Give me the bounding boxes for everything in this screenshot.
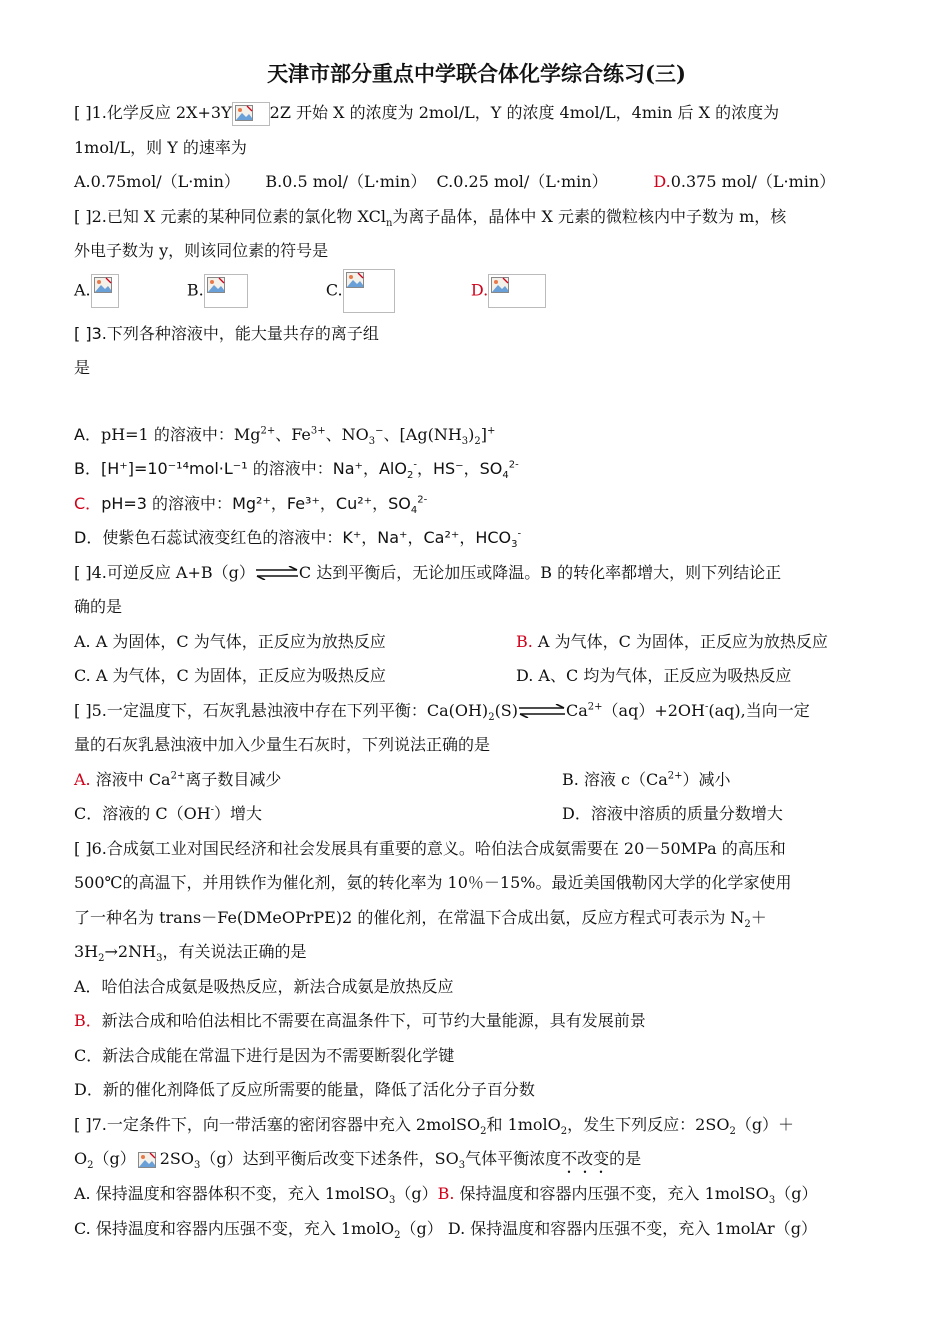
q7-l2-t2: （g） xyxy=(93,1149,136,1168)
q6-l4-sub: 2 xyxy=(98,953,105,965)
q2-sub: n xyxy=(385,217,393,229)
q2-option-c: C. xyxy=(325,280,343,299)
q6-option-a: A．哈伯法合成氨是吸热反应，新法合成氨是放热反应 xyxy=(74,976,454,996)
q3-c-label: C． xyxy=(74,493,102,513)
q5-options-row1 xyxy=(74,763,879,798)
q5-a-t2: 离子数目减少 xyxy=(185,769,282,789)
q3-c-t2: 的溶液中： xyxy=(146,493,233,513)
q5-b-sup: 2+ xyxy=(667,770,683,782)
q1-text-b: 2Z 开始 X 的浓度为 2mol/L，Y 的浓度 4mol/L，4min 后 X 的浓度为 xyxy=(269,103,780,122)
q5-text-b: (S) xyxy=(494,700,519,720)
arrow-image-icon xyxy=(232,102,270,126)
q4-option-b-text: A 为气体，C 为固体，正反应为放热反应 xyxy=(532,631,828,651)
q3-a-t4: 、[Ag(NH xyxy=(383,424,462,444)
q3-a-t1: pH=1 的溶液中：Mg xyxy=(100,424,261,444)
q3-a-s4: − xyxy=(375,425,384,437)
q3-a-s1: 2+ xyxy=(260,425,276,437)
q6-option-d: D．新的催化剂降低了反应所需要的能量，降低了活化分子百分数 xyxy=(74,1080,535,1099)
q3-d-t1: 使紫色石蕊试液变红色的溶液中： xyxy=(102,528,343,547)
q3-b-s4: 2- xyxy=(508,459,519,471)
q7-a-t1: A. 保持温度和容器体积不变，充入 1molSO xyxy=(74,1184,389,1203)
q3-a-t3: 、NO xyxy=(325,424,369,444)
q7-l2-s3: 3 xyxy=(458,1160,466,1172)
q5-a-t1: 溶液中 Ca xyxy=(90,769,171,789)
q4-option-c: C. A 为气体，C 为固体，正反应为吸热反应 xyxy=(74,666,386,685)
isotope-image-b-icon xyxy=(204,274,248,308)
q3-a-s5: 3 xyxy=(461,435,469,447)
q5-option-b xyxy=(562,763,731,798)
q7-l2-t1: O xyxy=(74,1149,88,1168)
q1-line1 xyxy=(74,96,879,131)
q5-sup2: - xyxy=(705,701,709,713)
q6-l4-t3: ，有关说法正确的是 xyxy=(162,942,307,961)
q7-a-sub: 3 xyxy=(389,1195,396,1207)
q7-l1-t1: [ ]7.一定条件下，向一带活塞的密闭容器中充入 2molSO xyxy=(74,1114,481,1134)
q7-line1 xyxy=(74,1108,879,1143)
q5-answer-marker: A. xyxy=(74,769,91,789)
q6-l4-t1: 3H xyxy=(74,942,99,961)
q7-l1-s3: 2 xyxy=(729,1125,736,1137)
q7-options-row2 xyxy=(74,1212,879,1247)
q7-l1-t2: 和 1molO xyxy=(486,1114,561,1134)
q4-option-d: D. A、C 均为气体，正反应为吸热反应 xyxy=(516,666,792,685)
q5-c-t2: ）增大 xyxy=(214,804,263,823)
q3-option-b xyxy=(74,452,879,487)
q5-option-d: D．溶液中溶质的质量分数增大 xyxy=(562,804,783,823)
q5-text-a: [ ]5.一定温度下，石灰乳悬浊液中存在下列平衡：Ca(OH) xyxy=(74,700,489,720)
q3-a-s6: 2 xyxy=(474,435,481,447)
q1-line2: 1mol/L，则 Y 的速率为 xyxy=(74,137,247,157)
q3-d-t2: K⁺，Na⁺，Ca²⁺，HCO xyxy=(342,528,512,547)
q7-l2-s2: 3 xyxy=(194,1160,201,1172)
q6-line3 xyxy=(74,901,879,936)
q3-c-t1: pH=3 xyxy=(101,493,147,513)
q6-option-b xyxy=(74,1004,879,1039)
q7-c-sub: 2 xyxy=(394,1229,401,1241)
q5-option-c xyxy=(74,797,562,832)
q7-options-row1 xyxy=(74,1177,879,1212)
q3-d-s2: - xyxy=(517,528,522,540)
equilibrium-arrow-icon xyxy=(518,704,566,718)
q7-l2-t5: 气体平衡浓度 xyxy=(465,1149,562,1168)
q3-d-label: D． xyxy=(74,528,103,547)
q1-options xyxy=(74,165,879,200)
q3-b-t4: ，HS⁻，SO xyxy=(416,459,503,478)
q5-line2: 量的石灰乳悬浊液中加入少量生石灰时，下列说法正确的是 xyxy=(74,735,491,754)
q3-a-t5: ) xyxy=(468,424,475,444)
q7-l2-t3: 2SO xyxy=(159,1149,195,1168)
q2-option-d: D. xyxy=(470,280,489,299)
q4-text-b: C 达到平衡后，无论加压或降温。B 的转化率都增大，则下列结论正 xyxy=(298,562,782,582)
q3-a-s7: + xyxy=(487,425,496,437)
page-title: 天津市部分重点中学联合体化学综合练习(三) xyxy=(267,61,686,86)
exam-page xyxy=(74,58,879,1246)
isotope-image-c-icon xyxy=(343,269,395,313)
q7-l1-s1: 2 xyxy=(480,1125,487,1137)
q6-answer-marker: B． xyxy=(74,1011,102,1030)
q4-text-a: [ ]4.可逆反应 A+B（g） xyxy=(74,562,255,582)
q6-l3-t1: 了一种名为 trans－Fe(DMeOPrPE)2 的催化剂，在常温下合成出氨，反应方程式可表示为 N xyxy=(74,907,745,927)
q1-option-a: A.0.75mol/（L·min） xyxy=(74,172,240,191)
q1-answer-marker: D. xyxy=(653,172,671,191)
q5-sup: 2+ xyxy=(587,701,603,713)
q4-options-row1 xyxy=(74,625,879,660)
q7-c-t2: （g） xyxy=(400,1218,443,1238)
q6-l4-t2: →2NH xyxy=(104,942,157,961)
q2-option-a: A. xyxy=(74,280,91,299)
q5-b-t1: B. 溶液 c（Ca xyxy=(562,769,668,789)
q3-b-t3: Na⁺，AlO xyxy=(332,459,407,478)
q3-a-s3: 3 xyxy=(368,435,376,447)
q6-line1: [ ]6.合成氨工业对国民经济和社会发展具有重要的意义。哈伯法合成氨需要在 20－50MPa 的高压和 xyxy=(74,838,786,858)
q3-c-s1: 4 xyxy=(410,504,418,516)
q2-line2: 外电子数为 y，则该同位素的符号是 xyxy=(74,241,329,260)
q3-a-t6: ] xyxy=(480,424,488,444)
q7-b-t2: （g） xyxy=(775,1184,818,1203)
q3-c-s2: 2- xyxy=(417,494,428,506)
q6-l4-sub2: 3 xyxy=(156,953,163,965)
q4-option-a: A. A 为固体，C 为气体，正反应为放热反应 xyxy=(74,631,386,651)
q2-options xyxy=(74,269,879,313)
q3-option-a xyxy=(74,418,879,453)
q4-line1 xyxy=(74,556,879,591)
isotope-image-d-icon xyxy=(488,274,546,308)
isotope-image-a-icon xyxy=(91,274,119,308)
q7-l2-s1: 2 xyxy=(87,1160,94,1172)
q2-line1 xyxy=(74,200,879,235)
q4-options-row2 xyxy=(74,659,879,694)
q7-line2 xyxy=(74,1142,879,1177)
q7-option-d: D. 保持温度和容器内压强不变，充入 1molAr（g） xyxy=(447,1218,817,1238)
q5-c-t1: C．溶液的 C（OH xyxy=(74,804,211,823)
q3-line1: [ ]3.下列各种溶液中，能大量共存的离子组 xyxy=(74,323,379,343)
q3-b-label: B． xyxy=(74,459,101,478)
q3-a-t2: 、Fe xyxy=(275,424,311,444)
q2-option-b: B. xyxy=(186,280,204,299)
q6-line2: 500℃的高温下，并用铁作为催化剂，氨的转化率为 10％－15%。最近美国俄勒冈大学的化学家使用 xyxy=(74,873,792,892)
q6-option-b-text: 新法合成和哈伯法相比不需要在高温条件下，可节约大量能源，具有发展前景 xyxy=(101,1011,646,1030)
q7-b-sub: 3 xyxy=(768,1195,776,1207)
q3-option-d xyxy=(74,521,879,556)
q1-option-d: 0.375 mol/（L·min） xyxy=(670,172,836,191)
q3-b-t1: [H⁺]=10⁻¹⁴mol·L⁻¹ xyxy=(100,459,248,478)
equilibrium-arrow-icon xyxy=(255,566,299,580)
q3-line2: 是 xyxy=(74,358,91,377)
q1-option-c: C.0.25 mol/（L·min） xyxy=(436,172,608,191)
q3-option-c xyxy=(74,487,879,522)
q5-text-c: Ca xyxy=(566,700,588,720)
q4-option-b xyxy=(516,625,828,660)
q4-answer-marker: B. xyxy=(516,631,533,651)
q2-text-b: 为离子晶体，晶体中 X 元素的微粒核内中子数为 m，核 xyxy=(392,206,787,226)
arrow-image-icon xyxy=(136,1150,160,1170)
q3-b-s3: 4 xyxy=(502,470,509,482)
q6-line4 xyxy=(74,935,879,970)
q3-b-t2: 的溶液中： xyxy=(247,459,333,478)
q7-answer-marker: B. xyxy=(437,1184,455,1203)
q5-b-t2: ）减小 xyxy=(682,769,731,789)
q5-option-a xyxy=(74,763,562,798)
q2-text-a: [ ]2.已知 X 元素的某种同位素的氯化物 XCl xyxy=(74,206,386,226)
q5-c-sup: - xyxy=(210,804,215,816)
q3-b-s2: - xyxy=(413,459,417,471)
q3-a-label: A． xyxy=(74,424,101,444)
q7-l1-t4: （g）＋ xyxy=(735,1114,795,1134)
q4-line2: 确的是 xyxy=(74,597,123,616)
q1-option-b: B.0.5 mol/（L·min） xyxy=(265,172,427,191)
q7-l1-t3: ，发生下列反应：2SO xyxy=(567,1114,730,1134)
q6-l3-sub: 2 xyxy=(744,918,751,930)
q3-d-s1: 3 xyxy=(511,539,518,551)
q7-c-t1: C. 保持温度和容器内压强不变，充入 1molO xyxy=(74,1218,395,1238)
q5-text-e: (aq),当向一定 xyxy=(708,700,810,720)
q5-options-row2 xyxy=(74,797,879,832)
q3-b-s1: 2 xyxy=(406,470,414,482)
q7-l2-t4: （g）达到平衡后改变下述条件，SO xyxy=(200,1149,459,1168)
q7-b-t1: 保持温度和容器内压强不变，充入 1molSO xyxy=(454,1184,769,1203)
q3-a-s2: 3+ xyxy=(310,425,326,437)
q3-c-t3: Mg²⁺，Fe³⁺，Cu²⁺，SO xyxy=(232,493,411,513)
q5-a-sup: 2+ xyxy=(170,770,186,782)
q6-l3-t2: ＋ xyxy=(750,907,767,927)
q6-option-c: C．新法合成能在常温下进行是因为不需要断裂化学键 xyxy=(74,1045,455,1065)
q7-emphasis: 不改变 xyxy=(561,1149,610,1168)
q1-text-a: [ ]1.化学反应 2X+3Y xyxy=(74,103,232,122)
q5-text-d: （aq）+2OH xyxy=(602,700,705,720)
q7-l1-s2: 2 xyxy=(560,1125,568,1137)
q5-sub: 2 xyxy=(488,711,495,723)
q7-l2-t6: 的是 xyxy=(609,1149,642,1168)
q5-line1 xyxy=(74,694,879,729)
q7-a-t2: （g） xyxy=(395,1184,438,1203)
